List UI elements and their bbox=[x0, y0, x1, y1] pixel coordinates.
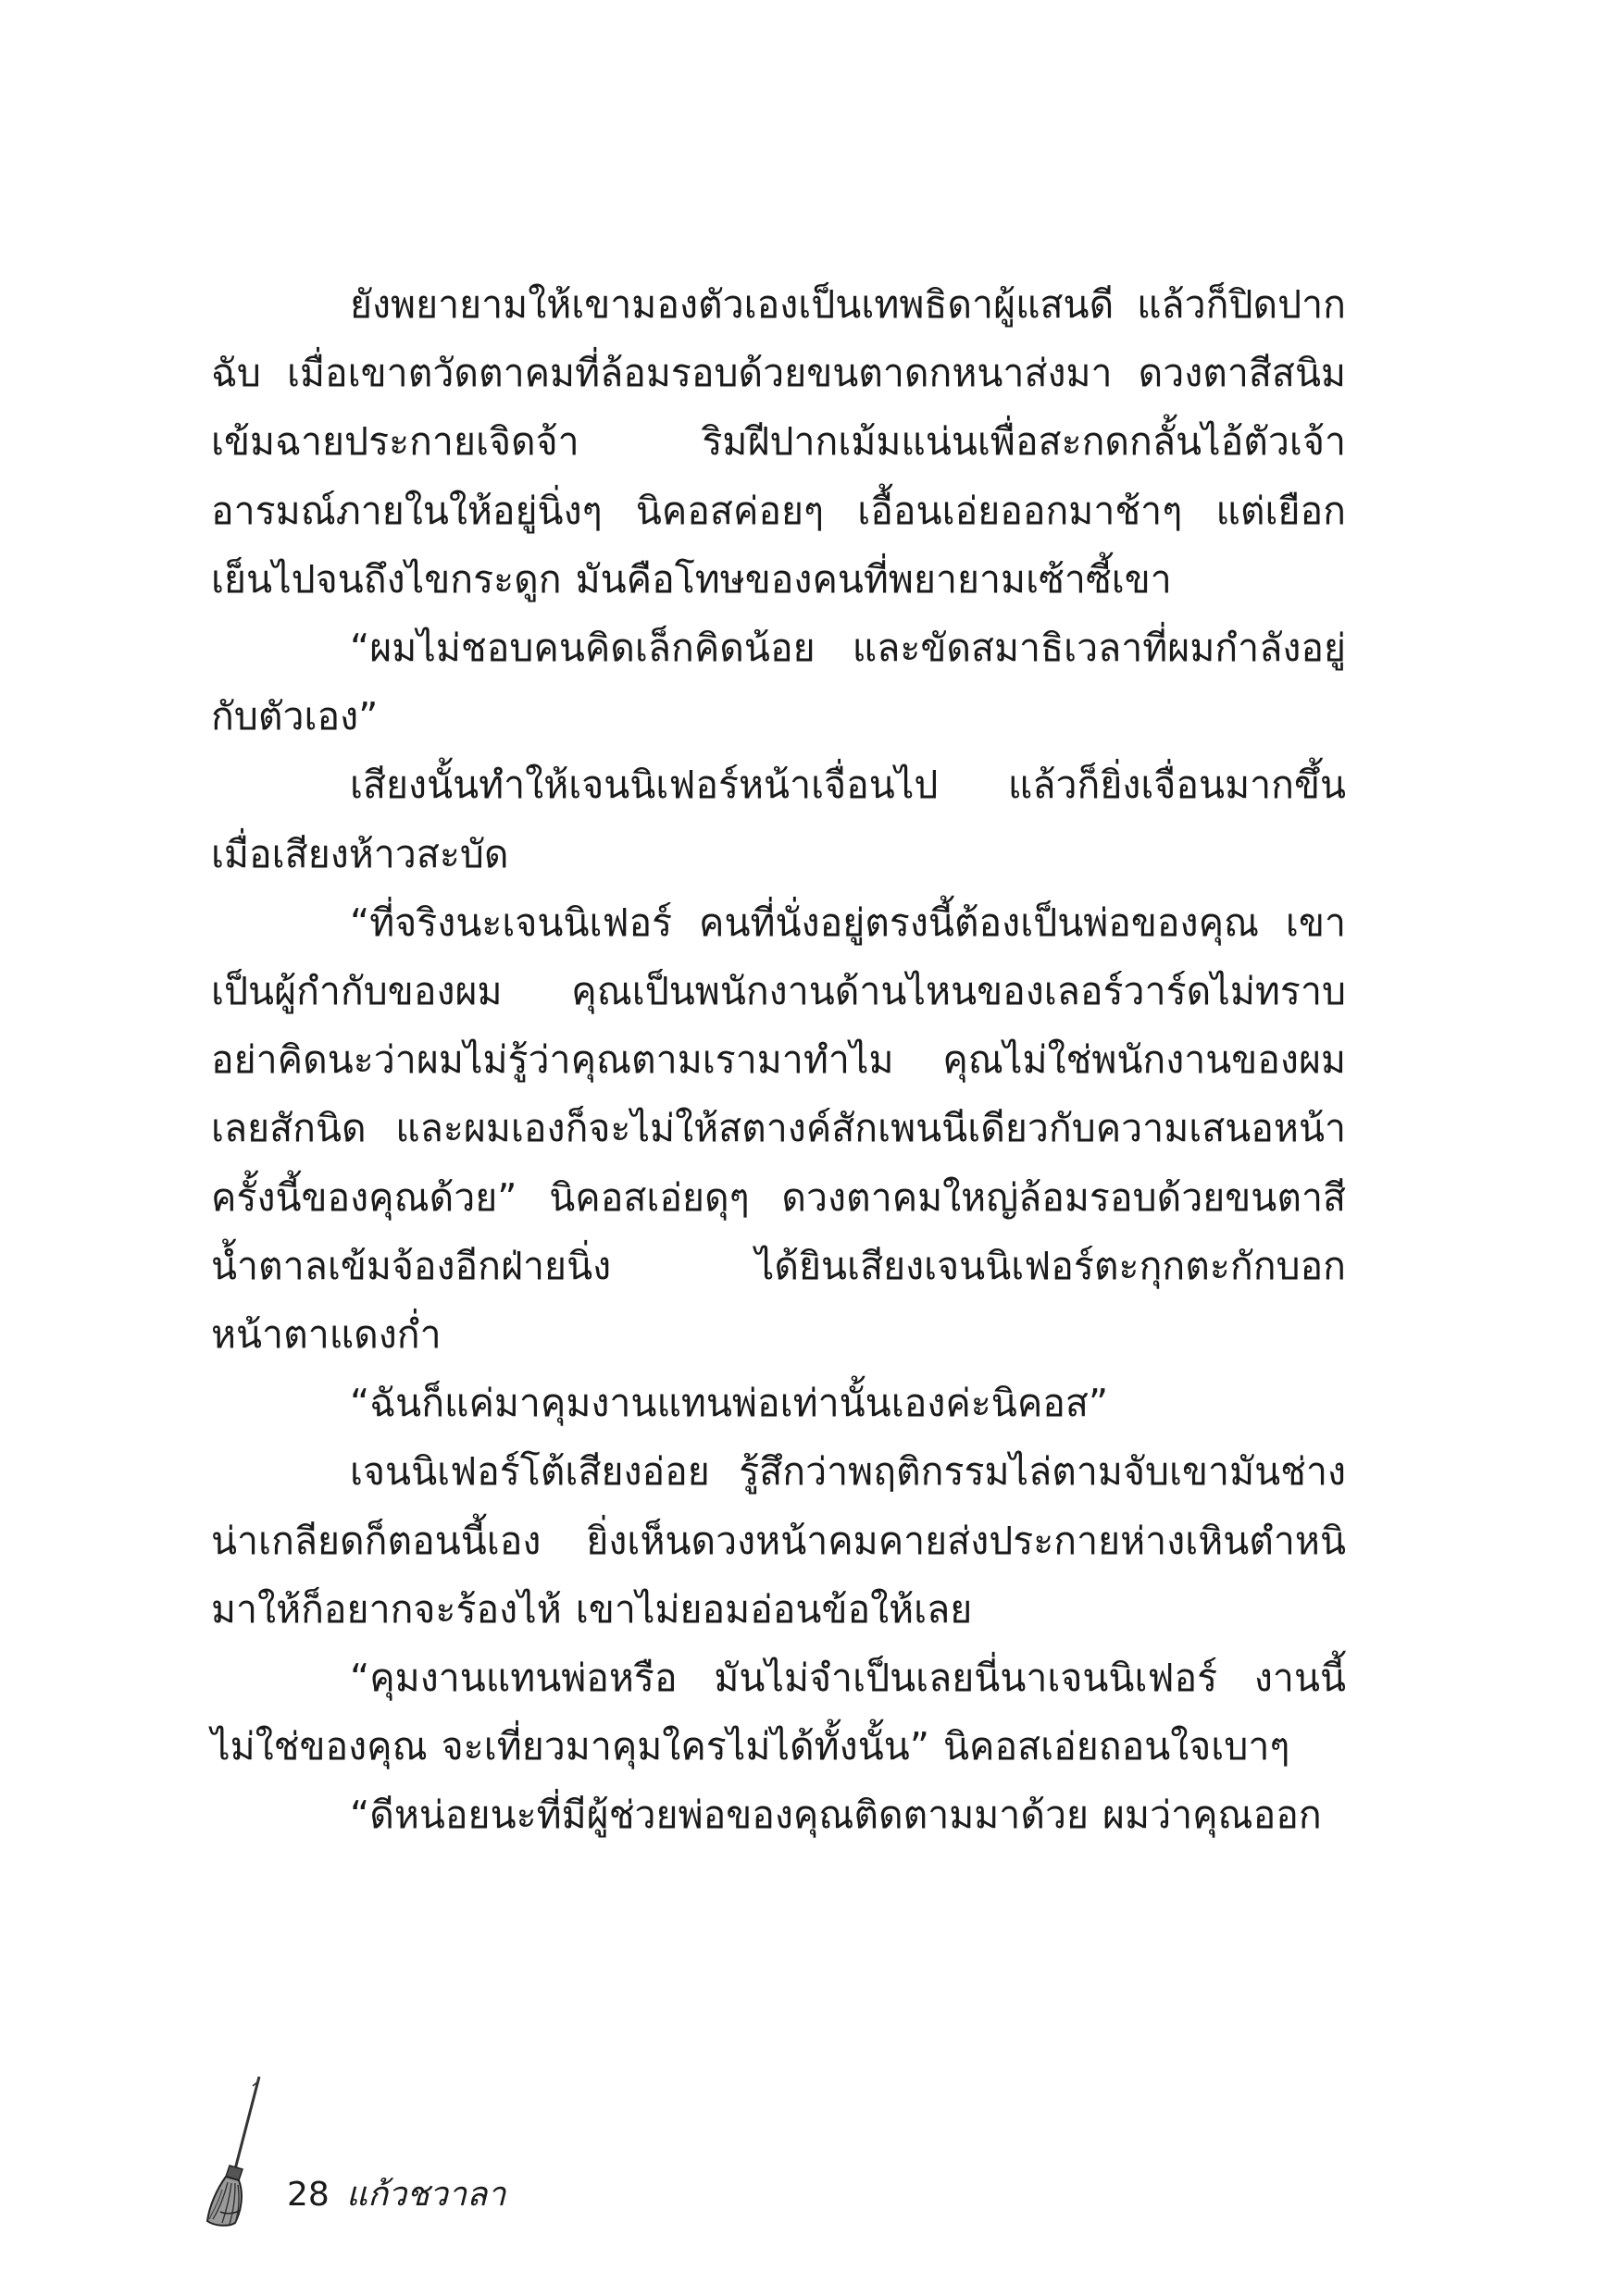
page-footer bbox=[202, 2073, 850, 2230]
broom-icon bbox=[202, 2073, 276, 2230]
paragraph-7: “คุมงานแทนพ่อหรือ มันไม่จำเป็นเลยนี่นาเจนนิเฟอร์ งานนี้ไม่ใช่ของคุณ จะเที่ยวมาคุมใครไม่ได้ทั้งนั้น” นิคอสเอ่ยถอนใจเบาๆ bbox=[211, 1656, 1346, 1769]
paragraph-2: “ผมไม่ชอบคนคิดเล็กคิดน้อย และขัดสมาธิเวลาที่ผมกำลังอยู่กับตัวเอง” bbox=[211, 626, 1346, 739]
paragraph-1: ยังพยายามให้เขามองตัวเองเป็นเทพธิดาผู้แสนดี แล้วก็ปิดปากฉับ เมื่อเขาตวัดตาคมที่ล้อมรอบด้วยขนตาดกหนาส่งมา ดวงตาสีสนิมเข้มฉายประกายเจิดจ้า ริมฝีปากเม้มแน่นเพื่อสะกดกลั้นไอ้ตัวเจ้าอารมณ์ภายในให้อยู่นิ่งๆ นิคอสค่อยๆ เอื้อนเอ่ยออกมาช้าๆ แต่เยือกเย็นไปจนถึงไขกระดูก มันคือโทษของคนที่พยายามเซ้าซี้เขา bbox=[211, 282, 1346, 602]
paragraph-5: “ฉันก็แค่มาคุมงานแทนพ่อเท่านั้นเองค่ะนิคอส” bbox=[350, 1381, 1109, 1426]
paragraph-8: “ดีหน่อยนะที่มีผู้ช่วยพ่อของคุณติดตามมาด้วย ผมว่าคุณออก bbox=[350, 1793, 1322, 1838]
paragraph-4: “ที่จริงนะเจนนิเฟอร์ คนที่นั่งอยู่ตรงนี้ต้องเป็นพ่อของคุณ เขาเป็นผู้กำกับของผม คุณเป็นพนักงานด้านไหนของเลอร์วาร์ดไม่ทราบ อย่าคิดนะว่าผมไม่รู้ว่าคุณตามเรามาทำไม คุณไม่ใช่พนักงานของผมเลยสักนิด และผมเองก็จะไม่ให้สตางค์สักเพนนีเดียวกับความเสนอหน้าครั้งนี้ของคุณด้วย” นิคอสเอ่ยดุๆ ดวงตาคมใหญ่ล้อมรอบด้วยขนตาสีน้ำตาลเข้มจ้องอีกฝ่ายนิ่ง ได้ยินเสียงเจนนิเฟอร์ตะกุกตะกักบอก หน้าตาแดงก่ำ bbox=[211, 900, 1346, 1358]
page-number: 28 bbox=[287, 2176, 330, 2214]
paragraph-6: เจนนิเฟอร์โต้เสียงอ่อย รู้สึกว่าพฤติกรรมไล่ตามจับเขามันช่างน่าเกลียดก็ตอนนี้เอง ยิ่งเห็นดวงหน้าคมคายส่งประกายห่างเหินตำหนิมาให้ก็อยากจะร้องไห้ เขาไม่ยอมอ่อนข้อให้เลย bbox=[211, 1449, 1346, 1632]
page-body bbox=[211, 270, 1346, 1850]
paragraph-3: เสียงนั้นทำให้เจนนิเฟอร์หน้าเจื่อนไป แล้วก็ยิ่งเจื่อนมากขึ้นเมื่อเสียงห้าวสะบัด bbox=[211, 763, 1346, 876]
book-title: แก้วชวาลา bbox=[346, 2176, 506, 2214]
